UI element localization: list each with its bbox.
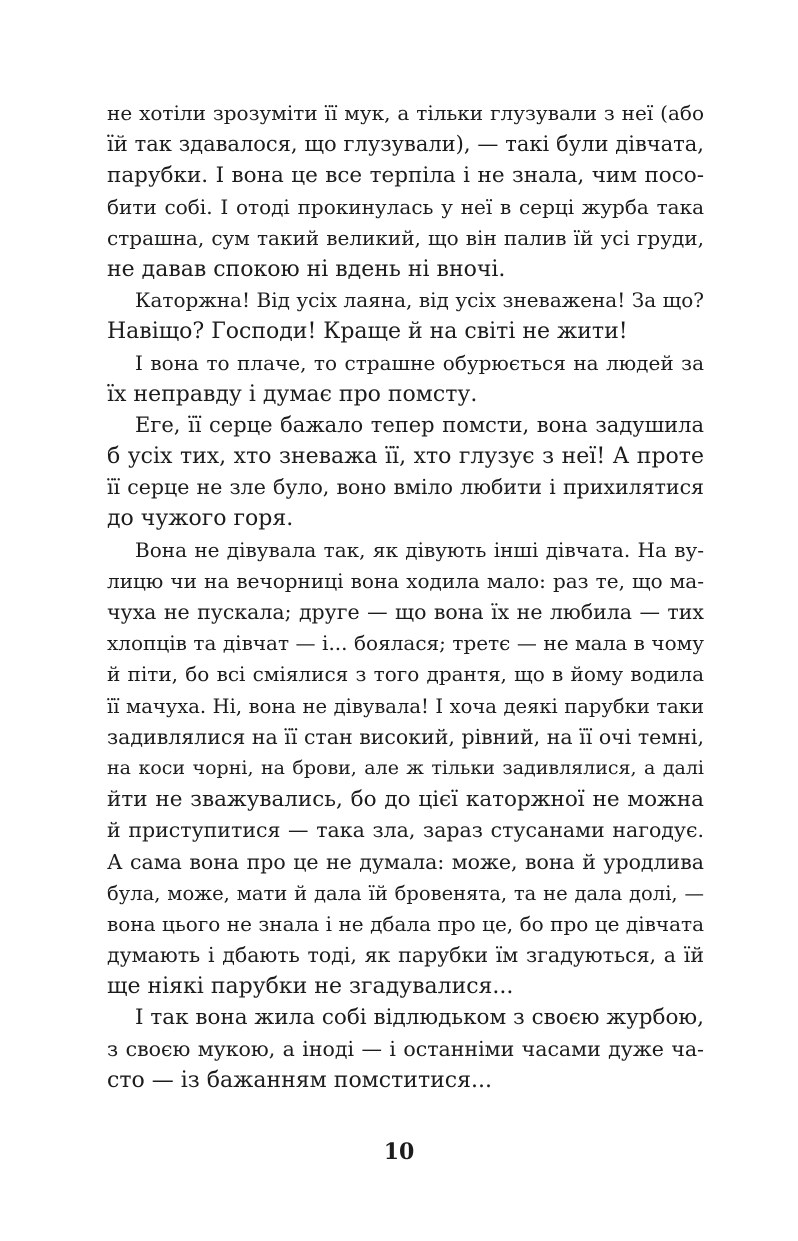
text-line: вона цього не знала і не дбала про це, бо про це дівчата xyxy=(107,911,704,936)
text-line: б усіх тих, хто зневажа її, хто глузує з неї! А проте xyxy=(107,444,704,470)
text-line: її серце не зле було, воно вміло любити і прихилятися xyxy=(107,475,704,500)
paragraph xyxy=(107,348,704,410)
text-line: Навіщо? Господи! Краще й на світі не жити! xyxy=(107,319,628,345)
text-line: Вона не дівувала так, як дівують інші дівчата. На ву- xyxy=(135,537,704,562)
page-number: 10 xyxy=(383,1139,415,1165)
text-line: й піти, бо всі сміялися з того дрантя, що в йому водила xyxy=(107,662,704,687)
text-line: їй так здавалося, що глузували), — такі були дівчата, xyxy=(107,132,704,157)
text-line: була, може, мати й дала їй бровенята, та не дала долі, — xyxy=(107,881,704,905)
text-line: на коси чорні, на брови, але ж тільки задивлялися, а далі xyxy=(107,756,704,779)
text-line: думають і дбають тоді, як парубки їм згадуються, а їй xyxy=(107,943,704,968)
text-line: І вона то плаче, то страшне обурюється на людей за xyxy=(135,350,704,375)
text-line: сто — із бажанням помститися... xyxy=(107,1067,492,1093)
text-line: страшна, сум такий великий, що він палив їй усі груди, xyxy=(107,225,704,250)
text-line: їх неправду і думає про помсту. xyxy=(107,381,478,407)
text-line: її мачуха. Ні, вона не дівувала! І хоча деякі парубки таки xyxy=(107,694,704,718)
text-line: з своєю мукою, а іноді — і останніми часами дуже ча- xyxy=(107,1036,704,1061)
text-line: хлопців та дівчат — і... боялася; третє — не мала в чому xyxy=(107,631,704,656)
text-line: бити собі. І отоді прокинулась у неї в серці журба така xyxy=(107,194,704,219)
paragraph xyxy=(107,535,704,1003)
text-line: не хотіли зрозуміти її мук, а тільки глузували з неї (або xyxy=(107,101,704,125)
paragraph xyxy=(107,285,704,347)
text-line: й приступитися — така зла, зараз стусанами нагодує. xyxy=(107,818,704,843)
text-line: лицю чи на вечорниці вона ходила мало: раз те, що ма- xyxy=(107,568,704,593)
text-line: не давав спокою ні вдень ні вночі. xyxy=(107,256,506,282)
text-line: парубки. І вона це все терпіла і не знала, чим посо- xyxy=(107,163,704,189)
text-line: чуха не пускала; друге — що вона їх не любила — тих xyxy=(107,600,704,624)
text-line: Каторжна! Від усіх лаяна, від усіх зневажена! За що? xyxy=(135,288,704,313)
paragraph xyxy=(107,98,704,285)
text-line: задивлялися на її стан високий, рівний, на її очі темні, xyxy=(107,724,704,749)
text-line: І так вона жила собі відлюдьком з своєю журбою, xyxy=(135,1005,704,1031)
text-line: до чужого горя. xyxy=(107,506,294,532)
text-line: ще ніякі парубки не згадувалися... xyxy=(107,974,514,1000)
text-line: йти не зважувались, бо до цієї каторжної не можна xyxy=(107,787,704,813)
paragraph xyxy=(107,1002,704,1096)
text-line: Еге, її серце бажало тепер помсти, вона задушила xyxy=(135,412,704,437)
paragraph xyxy=(107,410,704,535)
text-line: А сама вона про це не думала: може, вона й уродлива xyxy=(107,849,704,874)
body-text xyxy=(107,98,704,1096)
